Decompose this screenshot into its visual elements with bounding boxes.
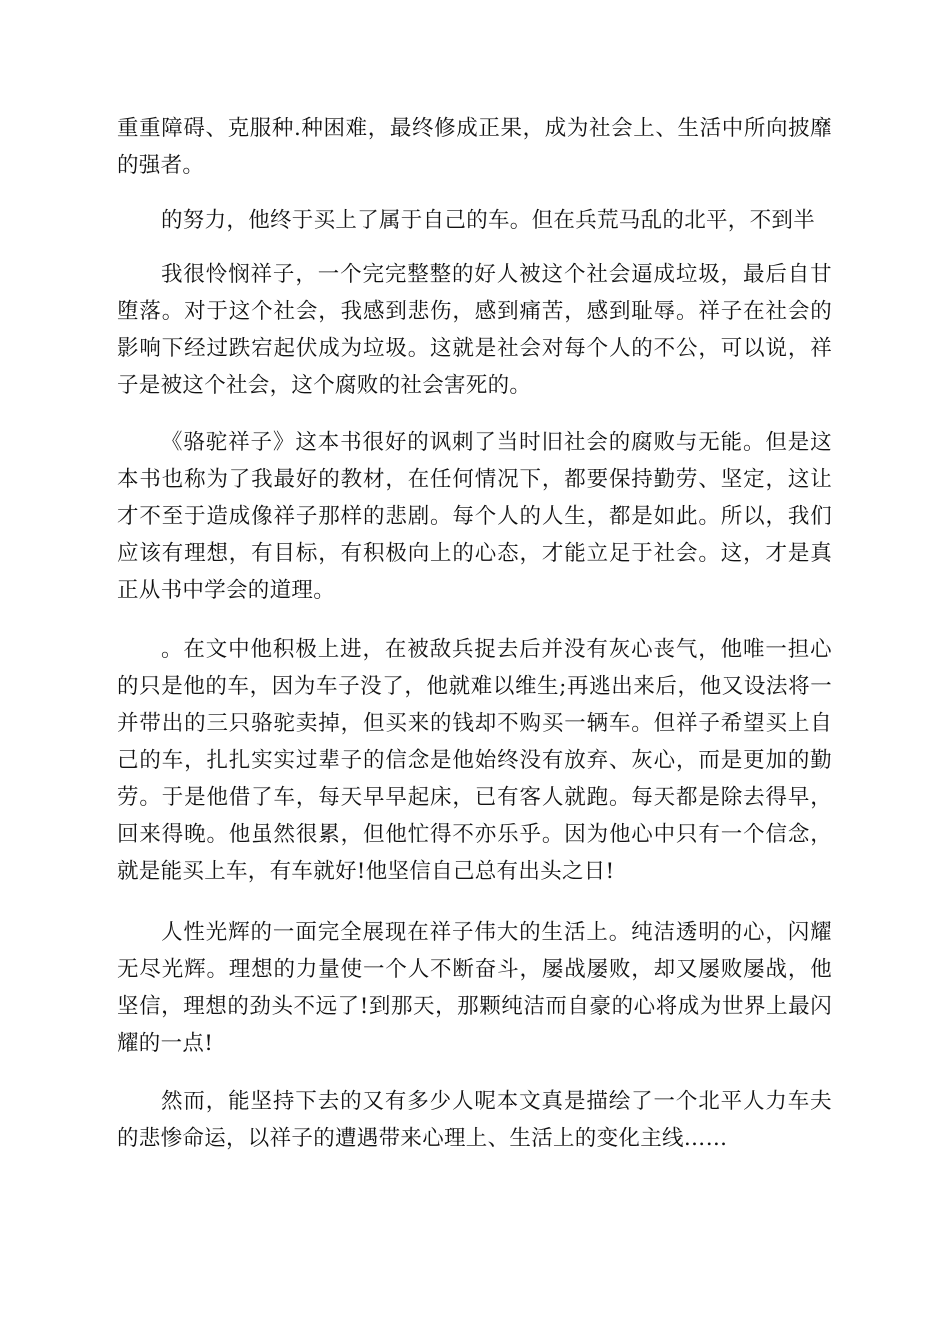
- paragraph-5: 。在文中他积极上进，在被敌兵捉去后并没有灰心丧气，他唯一担心的只是他的车，因为车子没了，他就难以维生;再逃出来后，他又设法将一并带出的三只骆驼卖掉，但买来的钱却不购买一辆车。但祥子希望买上自己的车，扎扎实实过辈子的信念是他始终没有放弃、灰心，而是更加的勤劳。于是他借了车，每天早早起床，已有客人就跑。每天都是除去得早，回来得晚。他虽然很累，但他忙得不亦乐乎。因为他心中只有一个信念，就是能买上车，有车就好!他坚信自己总有出头之日!: [117, 637, 832, 884]
- paragraph-4: 《骆驼祥子》这本书很好的讽刺了当时旧社会的腐败与无能。但是这本书也称为了我最好的教材，在任何情况下，都要保持勤劳、坚定，这让才不至于造成像祥子那样的悲剧。每个人的人生，都是如此。所以，我们应该有理想，有目标，有积极向上的心态，才能立足于社会。这，才是真正从书中学会的道理。: [117, 430, 832, 603]
- paragraph-6: 人性光辉的一面完全展现在祥子伟大的生活上。纯洁透明的心，闪耀无尽光辉。理想的力量使一个人不断奋斗，屡战屡败，却又屡败屡战，他坚信，理想的劲头不远了!到那天，那颗纯洁而自豪的心将成为世界上最闪耀的一点!: [117, 920, 832, 1056]
- paragraph-3: 我很怜悯祥子，一个完完整整的好人被这个社会逼成垃圾，最后自甘堕落。对于这个社会，我感到悲伤，感到痛苦，感到耻辱。祥子在社会的影响下经过跌宕起伏成为垃圾。这就是社会对每个人的不公，可以说，祥子是被这个社会，这个腐败的社会害死的。: [117, 262, 832, 398]
- paragraph-2: 的努力，他终于买上了属于自己的车。但在兵荒马乱的北平，不到半: [161, 208, 816, 233]
- paragraph-1: 重重障碍、克服种.种困难，最终修成正果，成为社会上、生活中所向披靡的强者。: [117, 116, 832, 178]
- paragraph-7: 然而，能坚持下去的又有多少人呢本文真是描绘了一个北平人力车夫的悲惨命运，以祥子的遭遇带来心理上、生活上的变化主线……: [117, 1089, 832, 1151]
